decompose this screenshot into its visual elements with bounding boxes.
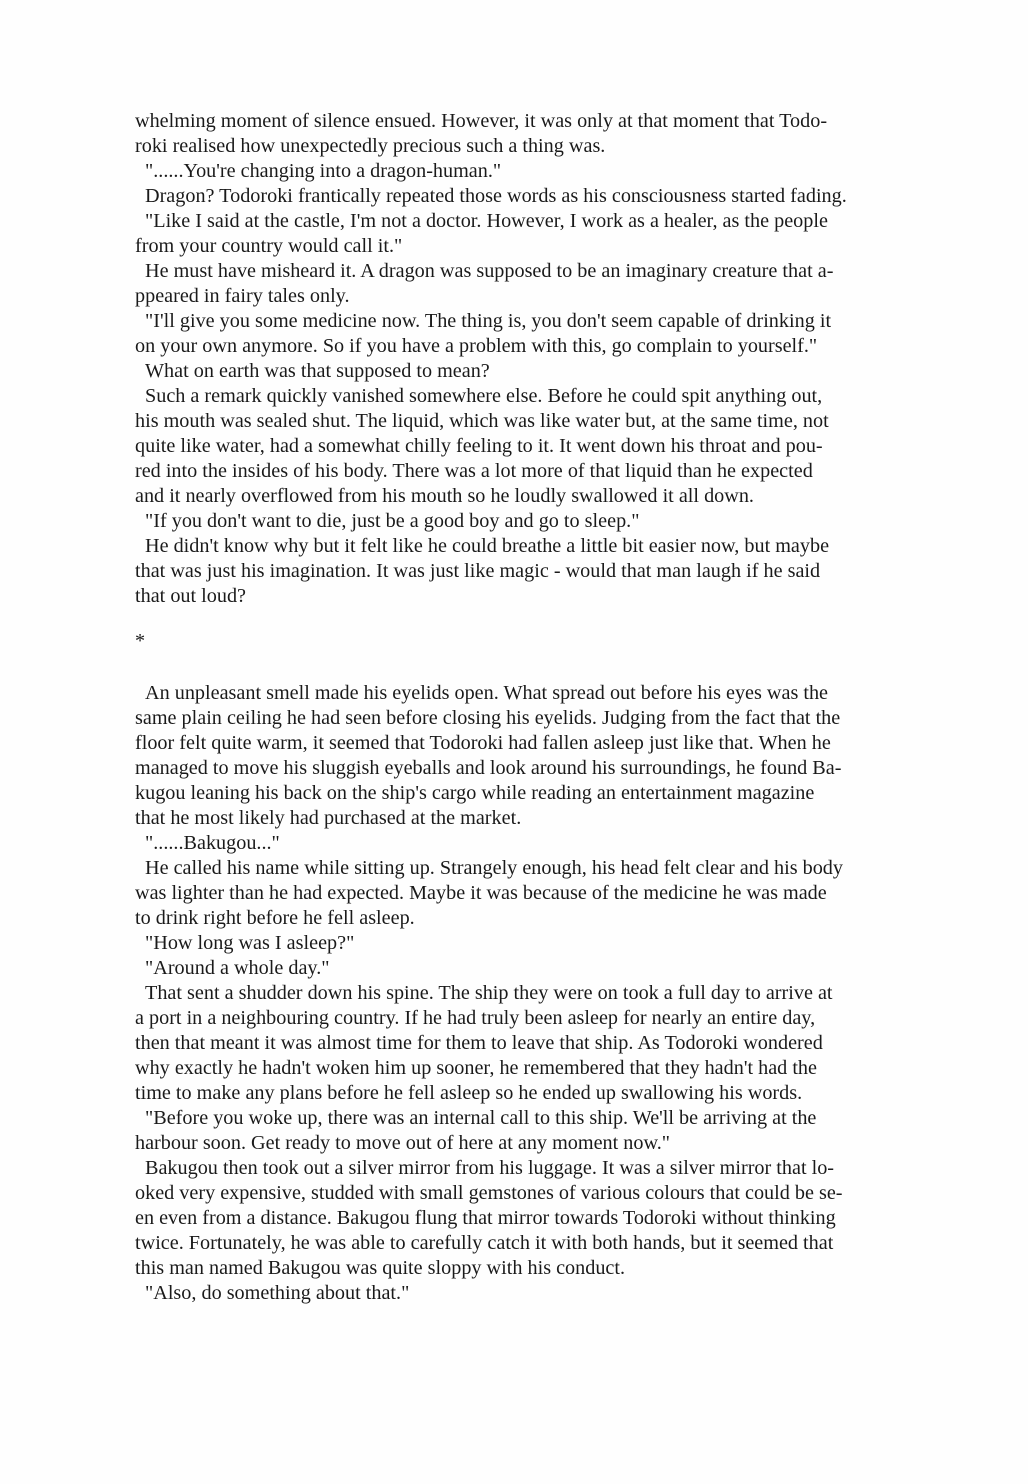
text-line: "......You're changing into a dragon-human." [145,160,502,182]
text-line: and it nearly overflowed from his mouth so he loudly swallowed it all down. [135,485,754,507]
text-line: "Around a whole day." [145,957,330,979]
text-line: He must have misheard it. A dragon was supposed to be an imaginary creature that a- [145,260,834,282]
text-line: his mouth was sealed shut. The liquid, which was like water but, at the same time, not [135,410,829,432]
text-line: He didn't know why but it felt like he could breathe a little bit easier now, but maybe [145,535,830,557]
text-line: ppeared in fairy tales only. [135,285,350,307]
text-line: quite like water, had a somewhat chilly feeling to it. It went down his throat and pou- [135,435,823,457]
text-line: that out loud? [135,585,247,607]
text-line: What on earth was that supposed to mean? [145,360,490,382]
text-line: a port in a neighbouring country. If he had truly been asleep for nearly an entire day, [135,1007,816,1029]
text-line: roki realised how unexpectedly precious such a thing was. [135,135,606,157]
text-line: was lighter than he had expected. Maybe it was because of the medicine he was made [135,882,827,904]
scene-break-marker: * [135,630,146,652]
text-line: why exactly he hadn't woken him up sooner, he remembered that they hadn't had the [135,1057,817,1079]
text-line: then that meant it was almost time for them to leave that ship. As Todoroki wondered [135,1032,823,1054]
text-line: that he most likely had purchased at the market. [135,807,522,829]
text-line: "I'll give you some medicine now. The thing is, you don't seem capable of drinking it [145,310,832,332]
text-line: "Also, do something about that." [145,1282,410,1304]
text-line: en even from a distance. Bakugou flung that mirror towards Todoroki without thinking [135,1207,836,1229]
text-line: to drink right before he fell asleep. [135,907,415,929]
text-line: "Like I said at the castle, I'm not a doctor. However, I work as a healer, as the people [145,210,828,232]
text-line: oked very expensive, studded with small gemstones of various colours that could be se- [135,1182,843,1204]
text-line: time to make any plans before he fell asleep so he ended up swallowing his words. [135,1082,803,1104]
text-line: "If you don't want to die, just be a good boy and go to sleep." [145,510,640,532]
text-line: twice. Fortunately, he was able to carefully catch it with both hands, but it seemed that [135,1232,834,1254]
text-line: whelming moment of silence ensued. However, it was only at that moment that Todo- [135,110,828,132]
text-line: this man named Bakugou was quite sloppy with his conduct. [135,1257,626,1279]
text-line: red into the insides of his body. There was a lot more of that liquid than he expected [135,460,813,482]
text-line: from your country would call it." [135,235,403,257]
text-line: Bakugou then took out a silver mirror from his luggage. It was a silver mirror that lo- [145,1157,835,1179]
text-line: that was just his imagination. It was just like magic - would that man laugh if he said [135,560,821,582]
text-line: "How long was I asleep?" [145,932,355,954]
text-line: floor felt quite warm, it seemed that Todoroki had fallen asleep just like that. When he [135,732,831,754]
text-line: "Before you woke up, there was an internal call to this ship. We'll be arriving at the [145,1107,817,1129]
text-line: Dragon? Todoroki frantically repeated those words as his consciousness started fading. [145,185,847,207]
text-line: kugou leaning his back on the ship's cargo while reading an entertainment magazine [135,782,815,804]
text-line: harbour soon. Get ready to move out of here at any moment now." [135,1132,671,1154]
text-line: managed to move his sluggish eyeballs and look around his surroundings, he found Ba- [135,757,842,779]
text-line: An unpleasant smell made his eyelids open. What spread out before his eyes was the [145,682,829,704]
text-line: He called his name while sitting up. Strangely enough, his head felt clear and his body [145,857,843,879]
text-line: on your own anymore. So if you have a problem with this, go complain to yourself." [135,335,818,357]
text-line: same plain ceiling he had seen before closing his eyelids. Judging from the fact that the [135,707,841,729]
text-line: Such a remark quickly vanished somewhere else. Before he could spit anything out, [145,385,823,407]
text-line: That sent a shudder down his spine. The ship they were on took a full day to arrive at [145,982,833,1004]
text-line: "......Bakugou..." [145,832,280,854]
